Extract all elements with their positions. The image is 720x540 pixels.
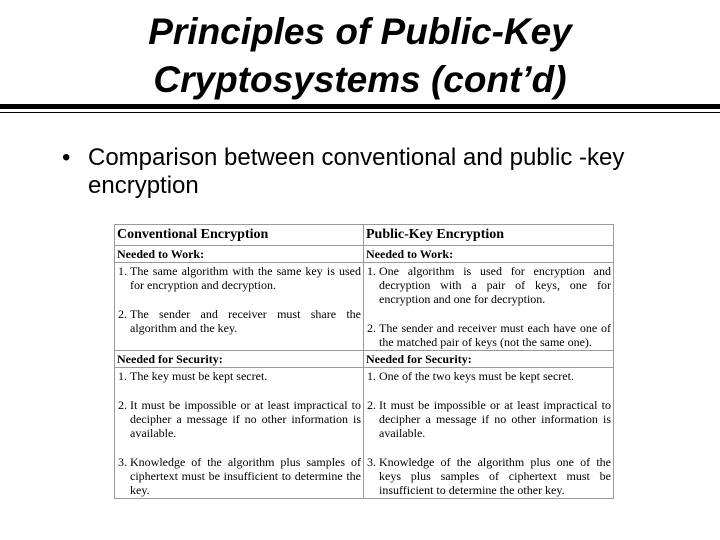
title-divider-thin bbox=[0, 112, 720, 113]
comparison-table bbox=[114, 224, 614, 499]
list-item: 2. It must be impossible or at least impractical to decipher a message if no other information is available. bbox=[379, 398, 611, 440]
table-row bbox=[115, 351, 614, 368]
conventional-work-list bbox=[117, 264, 361, 335]
list-item: 2. It must be impossible or at least impractical to decipher a message if no other information is available. bbox=[130, 398, 361, 440]
slide-title bbox=[0, 8, 720, 104]
public-work-cell bbox=[364, 263, 614, 351]
list-item: 2. The sender and receiver must each have one of the matched pair of keys (not the same one). bbox=[379, 321, 611, 349]
table-row bbox=[115, 246, 614, 263]
work-label-conventional: Needed to Work: bbox=[115, 246, 364, 263]
public-security-list bbox=[366, 369, 611, 497]
title-line-1: Principles of Public-Key bbox=[148, 11, 572, 52]
conventional-header: Conventional Encryption bbox=[115, 225, 364, 246]
table-row bbox=[115, 263, 614, 351]
security-label-public: Needed for Security: bbox=[364, 351, 614, 368]
bullet-point bbox=[62, 144, 702, 200]
title-divider-thick bbox=[0, 104, 720, 109]
list-item: 2. The sender and receiver must share the algorithm and the key. bbox=[130, 307, 361, 335]
security-label-conventional: Needed for Security: bbox=[115, 351, 364, 368]
table-row bbox=[115, 368, 614, 499]
list-item: 1. The key must be kept secret. bbox=[130, 369, 361, 383]
bullet-marker: • bbox=[62, 144, 71, 171]
table-header-row bbox=[115, 225, 614, 246]
list-item: 1. The same algorithm with the same key is used for encryption and decryption. bbox=[130, 264, 361, 292]
list-item: 3. Knowledge of the algorithm plus samples of ciphertext must be insufficient to determine the key. bbox=[130, 455, 361, 497]
list-item: 1. One algorithm is used for encryption and decryption with a pair of keys, one for encryption and one for decryption. bbox=[379, 264, 611, 306]
public-key-header: Public-Key Encryption bbox=[364, 225, 614, 246]
conventional-security-list bbox=[117, 369, 361, 497]
conventional-security-cell bbox=[115, 368, 364, 499]
conventional-work-cell bbox=[115, 263, 364, 351]
list-item: 1. One of the two keys must be kept secret. bbox=[379, 369, 611, 383]
public-work-list bbox=[366, 264, 611, 349]
bullet-text: Comparison between conventional and public -key encryption bbox=[88, 144, 625, 199]
public-security-cell bbox=[364, 368, 614, 499]
work-label-public: Needed to Work: bbox=[364, 246, 614, 263]
list-item: 3. Knowledge of the algorithm plus one of the keys plus samples of ciphertext must be insufficient to determine the other key. bbox=[379, 455, 611, 497]
title-line-2: Cryptosystems (cont’d) bbox=[153, 59, 567, 100]
